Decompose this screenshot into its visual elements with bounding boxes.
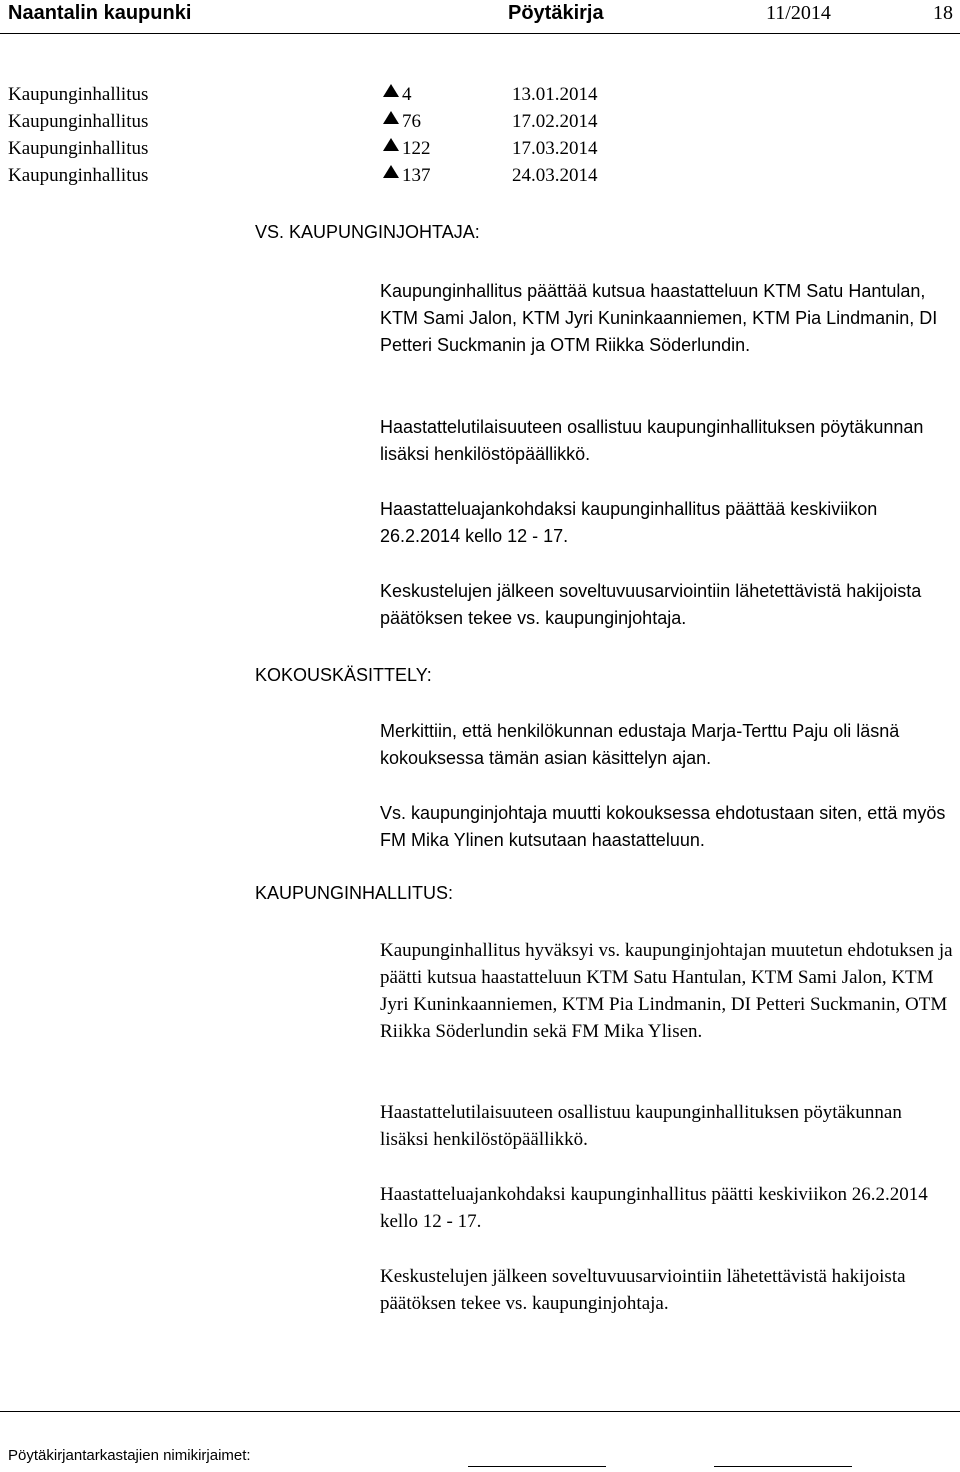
reference-body: Kaupunginhallitus	[8, 165, 149, 186]
reference-item: 76	[402, 111, 421, 132]
footer-rule	[0, 1411, 960, 1412]
org-name: Naantalin kaupunki	[8, 2, 192, 24]
reference-item: 122	[402, 138, 431, 159]
paragraph: Haastatteluajankohdaksi kaupunginhallitus päätti keskiviikon 26.2.2014 kello 12 - 17.	[380, 1184, 928, 1232]
paragraph: Kaupunginhallitus hyväksyi vs. kaupunginjohtajan muutetun ehdotuksen ja päätti kutsua haastatteluun KTM Satu Hantulan, KTM Sami Jalon, KTM Jyri Kuninkaanniemen, KTM Pia Lindmanin, DI Petteri Suckmanin, OTM Riikka Söderlundin sekä FM Mika Ylisen.	[380, 940, 953, 1042]
arrow-icon	[383, 84, 399, 97]
section-label-kokouskasittely: KOKOUSKÄSITTELY:	[255, 665, 432, 685]
header-rule	[0, 33, 960, 34]
paragraph: Merkittiin, että henkilökunnan edustaja Marja-Terttu Paju oli läsnä kokouksessa tämän asian käsittelyn ajan.	[380, 721, 900, 768]
paragraph: Haastattelutilaisuuteen osallistuu kaupunginhallituksen pöytäkunnan lisäksi henkilöstöpäällikkö.	[380, 1102, 902, 1150]
paragraph: Kaupunginhallitus päättää kutsua haastatteluun KTM Satu Hantulan, KTM Sami Jalon, KTM Jyri Kuninkaanniemen, KTM Pia Lindmanin, DI Petteri Suckmanin ja OTM Riikka Söderlundin.	[380, 281, 938, 355]
paragraph: Keskustelujen jälkeen soveltuvuusarviointiin lähetettävistä hakijoista päätöksen tekee vs. kaupunginjohtaja.	[380, 1266, 906, 1314]
reference-item: 4	[402, 84, 412, 105]
doc-number: 11/2014	[766, 2, 831, 24]
reference-row	[8, 165, 708, 191]
signatures-label: Pöytäkirjantarkastajien nimikirjaimet:	[8, 1447, 251, 1464]
reference-row	[8, 111, 708, 137]
arrow-icon	[383, 165, 399, 178]
paragraph: Haastatteluajankohdaksi kaupunginhallitus päättää keskiviikon 26.2.2014 kello 12 - 17.	[380, 499, 878, 546]
arrow-icon	[383, 138, 399, 151]
reference-item: 137	[402, 165, 431, 186]
signature-line	[714, 1466, 852, 1467]
reference-date: 13.01.2014	[512, 84, 598, 105]
reference-date: 17.03.2014	[512, 138, 598, 159]
reference-body: Kaupunginhallitus	[8, 138, 149, 159]
reference-row	[8, 138, 708, 164]
paragraph: Keskustelujen jälkeen soveltuvuusarviointiin lähetettävistä hakijoista päätöksen tekee vs. kaupunginjohtaja.	[380, 581, 922, 628]
paragraph: Vs. kaupunginjohtaja muutti kokouksessa ehdotustaan siten, että myös FM Mika Ylinen kutsutaan haastatteluun.	[380, 803, 946, 850]
paragraph: Haastattelutilaisuuteen osallistuu kaupunginhallituksen pöytäkunnan lisäksi henkilöstöpäällikkö.	[380, 417, 924, 464]
arrow-icon	[383, 111, 399, 124]
reference-date: 24.03.2014	[512, 165, 598, 186]
reference-body: Kaupunginhallitus	[8, 84, 149, 105]
doc-type: Pöytäkirja	[508, 2, 604, 24]
reference-body: Kaupunginhallitus	[8, 111, 149, 132]
page-number: 18	[933, 2, 953, 24]
reference-row	[8, 84, 708, 110]
section-label-kaupunginhallitus: KAUPUNGINHALLITUS:	[255, 883, 454, 903]
section-label-vs-kaupunginjohtaja: VS. KAUPUNGINJOHTAJA:	[255, 222, 480, 242]
signature-line	[468, 1466, 606, 1467]
reference-date: 17.02.2014	[512, 111, 598, 132]
